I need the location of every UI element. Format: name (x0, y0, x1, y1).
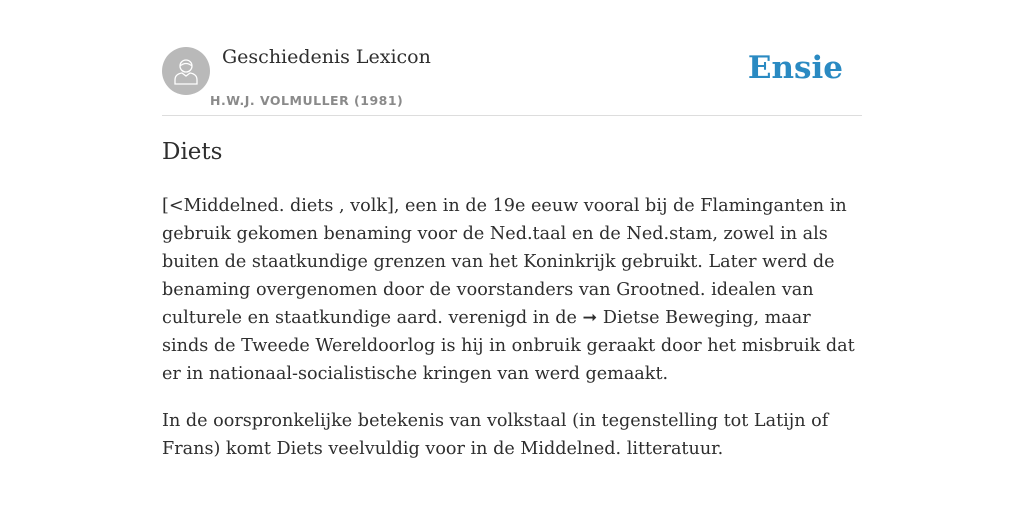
author-credit[interactable]: H.W.J. VOLMULLER (1981) (210, 93, 404, 108)
ensie-logo[interactable]: Ensie (747, 50, 843, 86)
cross-reference-link[interactable] (583, 308, 754, 328)
user-icon (174, 57, 198, 85)
arrow-right-icon: ➞ (582, 308, 598, 328)
cross-reference-label: Dietse Beweging (597, 308, 754, 328)
paragraph-1 (162, 192, 862, 388)
page (162, 0, 862, 459)
entry-body (162, 192, 862, 463)
source-title[interactable]: Geschiedenis Lexicon (222, 46, 431, 68)
entry-title: Diets (162, 139, 223, 165)
header (162, 0, 862, 116)
paragraph-1-text-end: , maar sinds de Tweede Wereldoorlog is hij in onbruik geraakt door het misbruik dat er in nationaal-socialistische kringen van werd gemaakt. (162, 308, 855, 384)
paragraph-2: In de oorspronkelijke betekenis van volkstaal (in tegenstelling tot Latijn of Frans) komt Diets veelvuldig voor in de Middelned. litteratuur. (162, 411, 829, 459)
avatar[interactable] (162, 47, 210, 95)
paragraph-1-text: [<Middelned. diets , volk], een in de 19e eeuw vooral bij de Flaminganten in gebruik gekomen benaming voor de Ned.taal en de Ned.stam, zowel in als buiten de staatkundige grenzen van het Koninkrijk gebruikt. Later werd de benaming overgenomen door de voorstanders van Grootned. idealen van culturele en staatkundige aard. verenigd in de (162, 196, 847, 328)
